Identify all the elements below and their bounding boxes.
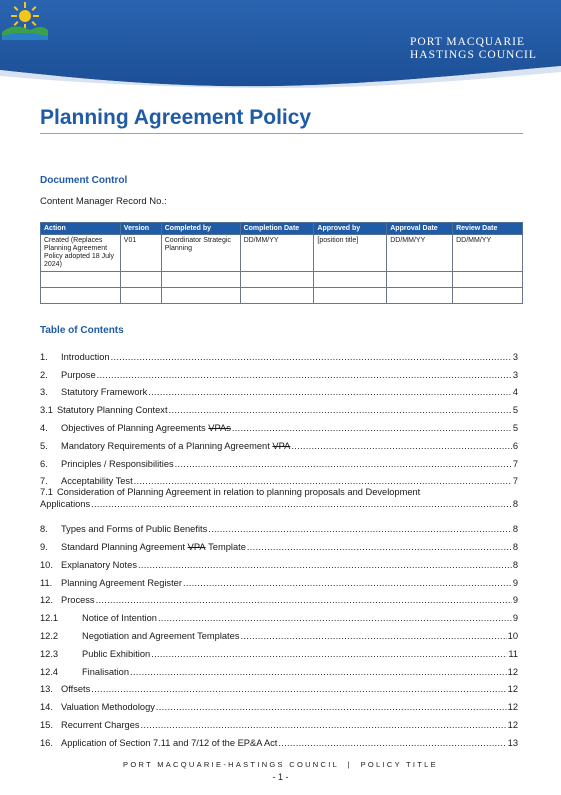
table-cell: V01 [120, 235, 161, 272]
table-cell [387, 288, 453, 304]
toc-page-number: 7 [512, 476, 518, 487]
toc-title: Public Exhibition [82, 648, 151, 659]
column-header-approval-date: Approval Date [387, 223, 453, 235]
toc-page-number: 8 [512, 541, 518, 552]
toc-leader [138, 560, 512, 570]
toc-leader [134, 476, 512, 486]
toc-title-text: Standard Planning Agreement [61, 541, 186, 552]
table-of-contents [40, 344, 518, 748]
toc-number: 12.2 [40, 630, 59, 641]
toc-title: Types and Forms of Public Benefits [61, 524, 208, 535]
toc-title [61, 542, 246, 552]
toc-number: 10. [40, 559, 53, 570]
toc-title: Acceptability Test [61, 476, 133, 487]
toc-title-continued: Applications [40, 499, 91, 510]
toc-number: 9. [40, 541, 48, 552]
table-row [41, 288, 523, 304]
toc-page-number: 8 [512, 524, 518, 535]
page-title: Planning Agreement Policy [40, 106, 312, 129]
toc-entry-mandatory-requirements[interactable] [40, 433, 518, 451]
council-name [410, 36, 537, 61]
toc-leader [97, 370, 512, 380]
toc-number: 12.1 [40, 613, 59, 624]
column-header-approved-by: Approved by [314, 223, 387, 235]
toc-entry-introduction[interactable] [40, 344, 518, 362]
toc-title [61, 423, 231, 433]
table-cell [120, 288, 161, 304]
toc-title: Offsets [61, 684, 91, 695]
table-cell [161, 288, 240, 304]
toc-number: 1. [40, 351, 48, 362]
toc-number: 8. [40, 524, 48, 535]
toc-heading: Table of Contents [40, 325, 124, 336]
toc-page-number: 13 [507, 737, 518, 748]
toc-leader [151, 649, 507, 659]
toc-title: Statutory Planning Context [56, 405, 168, 416]
toc-page-number: 9 [512, 613, 518, 624]
table-cell [41, 272, 121, 288]
toc-title-text-after: Template [208, 541, 246, 552]
toc-struck-text: VPA [272, 440, 291, 451]
table-cell [387, 272, 453, 288]
toc-leader [91, 498, 512, 510]
toc-title: Principles / Responsibilities [61, 458, 174, 469]
toc-page-number: 11 [508, 648, 518, 659]
toc-page-number: 12 [507, 684, 518, 695]
toc-title: Recurrent Charges [61, 719, 140, 730]
toc-number: 4. [40, 422, 48, 433]
toc-leader [232, 423, 512, 433]
table-cell [314, 288, 387, 304]
toc-entry-objectives[interactable] [40, 415, 518, 433]
toc-leader [141, 720, 507, 730]
toc-entry-valuation[interactable] [40, 694, 518, 712]
table-row [41, 272, 523, 288]
toc-title: Notice of Intention [82, 613, 157, 624]
toc-title: Process [61, 595, 95, 606]
council-name-line1: PORT MACQUARIE [410, 36, 526, 48]
table-cell: DD/MM/YY [240, 235, 314, 272]
toc-entry-types-and-forms[interactable] [40, 516, 518, 534]
toc-page-number: 12 [507, 702, 518, 713]
table-cell [240, 288, 314, 304]
table-row [41, 235, 523, 272]
toc-struck-text: VPAs [208, 422, 231, 433]
toc-title: Application of Section 7.11 and 7/12 of the EP&A Act [61, 737, 278, 748]
table-cell [314, 272, 387, 288]
table-cell: Coordinator Strategic Planning [161, 235, 240, 272]
toc-entry-register[interactable] [40, 570, 518, 588]
toc-leader [156, 702, 507, 712]
column-header-completion-date: Completion Date [240, 223, 314, 235]
toc-leader [158, 613, 512, 623]
toc-leader [247, 542, 512, 552]
toc-title [61, 441, 290, 451]
toc-page-number: 9 [512, 595, 518, 606]
toc-number: 15. [40, 719, 53, 730]
toc-number: 11. [40, 577, 53, 588]
toc-title: Planning Agreement Register [61, 577, 182, 588]
toc-number: 3. [40, 387, 48, 398]
toc-title: Explanatory Notes [61, 559, 137, 570]
toc-leader [183, 578, 512, 588]
toc-title: Consideration of Planning Agreement in relation to planning proposals and Development [56, 487, 421, 498]
page-footer: PORT MACQUARIE-HASTINGS COUNCIL | POLICY TITLE [123, 760, 438, 769]
toc-title: Introduction [61, 351, 110, 362]
document-control-table [40, 222, 523, 304]
toc-number: 13. [40, 684, 53, 695]
toc-number: 5. [40, 440, 48, 451]
toc-page-number: 3 [512, 369, 518, 380]
toc-entry-notice-of-intention[interactable] [40, 605, 518, 623]
toc-leader [91, 684, 506, 694]
toc-page-number: 12 [507, 719, 518, 730]
table-cell: Created (Replaces Planning Agreement Policy adopted 18 July 2024) [41, 235, 121, 272]
table-cell [41, 288, 121, 304]
toc-page-number: 8 [512, 559, 518, 570]
title-divider [40, 133, 523, 134]
toc-leader [148, 387, 512, 397]
toc-entry-negotiation[interactable] [40, 623, 518, 641]
toc-entry-consideration[interactable] [40, 486, 518, 516]
toc-wrap-line2 [40, 498, 518, 510]
toc-title: Finalisation [82, 666, 130, 677]
table-cell: DD/MM/YY [387, 235, 453, 272]
document-control-heading: Document Control [40, 175, 128, 186]
toc-number: 7.1 [40, 487, 53, 498]
toc-title: Purpose [61, 369, 96, 380]
column-header-completed-by: Completed by [161, 223, 240, 235]
toc-leader [278, 738, 506, 748]
toc-leader [169, 405, 512, 415]
toc-number: 6. [40, 458, 48, 469]
sun-over-hills-logo-icon [0, 0, 50, 42]
toc-page-number: 6 [512, 440, 518, 451]
toc-leader [96, 595, 512, 605]
toc-entry-acceptability-test[interactable] [40, 469, 518, 487]
column-header-review-date: Review Date [453, 223, 523, 235]
toc-leader [175, 459, 512, 469]
toc-leader [240, 631, 506, 641]
toc-title: Statutory Framework [61, 387, 148, 398]
council-name-line2: HASTINGS COUNCIL [410, 48, 537, 61]
table-cell: DD/MM/YY [453, 235, 523, 272]
table-cell: [position title] [314, 235, 387, 272]
toc-entry-process[interactable] [40, 588, 518, 606]
toc-page-number: 9 [512, 577, 518, 588]
table-cell [453, 272, 523, 288]
column-header-action: Action [41, 223, 121, 235]
toc-entry-application-section[interactable] [40, 730, 518, 748]
toc-page-number: 5 [512, 405, 518, 416]
toc-leader [130, 667, 507, 677]
toc-wrap-line1 [40, 486, 518, 498]
column-header-version: Version [120, 223, 161, 235]
toc-title: Negotiation and Agreement Templates [82, 630, 240, 641]
table-cell [161, 272, 240, 288]
toc-number: 14. [40, 702, 53, 713]
toc-page-number: 7 [512, 458, 518, 469]
toc-page-number: 12 [507, 666, 518, 677]
toc-entry-public-exhibition[interactable] [40, 641, 518, 659]
table-cell [240, 272, 314, 288]
toc-page-number: 3 [512, 351, 518, 362]
toc-number: 12.4 [40, 666, 59, 677]
toc-number: 12. [40, 595, 53, 606]
record-number-label: Content Manager Record No.: [40, 196, 167, 207]
toc-leader [208, 524, 512, 534]
toc-entry-recurrent-charges[interactable] [40, 712, 518, 730]
toc-title-text: Mandatory Requirements of a Planning Agreement [61, 440, 270, 451]
toc-page-number: 8 [512, 499, 518, 510]
toc-entry-finalisation[interactable] [40, 659, 518, 677]
page-number: - 1 - [272, 772, 289, 782]
toc-title: Valuation Methodology [61, 702, 155, 713]
toc-leader [111, 352, 512, 362]
toc-entry-offsets[interactable] [40, 677, 518, 695]
toc-number: 3.1 [40, 405, 53, 416]
toc-entry-statutory-framework[interactable] [40, 380, 518, 398]
toc-entry-explanatory-notes[interactable] [40, 552, 518, 570]
toc-page-number: 10 [507, 630, 518, 641]
toc-entry-statutory-planning-context[interactable] [40, 397, 518, 415]
header-banner [0, 0, 561, 88]
toc-number: 12.3 [40, 648, 59, 659]
toc-number: 16. [40, 737, 53, 748]
table-cell [453, 288, 523, 304]
toc-entry-principles[interactable] [40, 451, 518, 469]
table-cell [120, 272, 161, 288]
toc-number: 2. [40, 369, 48, 380]
toc-number: 7. [40, 476, 48, 487]
toc-entry-standard-template[interactable] [40, 534, 518, 552]
toc-leader [291, 441, 512, 451]
toc-struck-text: VPA [187, 541, 206, 552]
toc-entry-purpose[interactable] [40, 362, 518, 380]
toc-page-number: 5 [512, 422, 518, 433]
toc-title-text: Objectives of Planning Agreements [61, 422, 206, 433]
toc-page-number: 4 [512, 387, 518, 398]
table-header-row [41, 223, 523, 235]
